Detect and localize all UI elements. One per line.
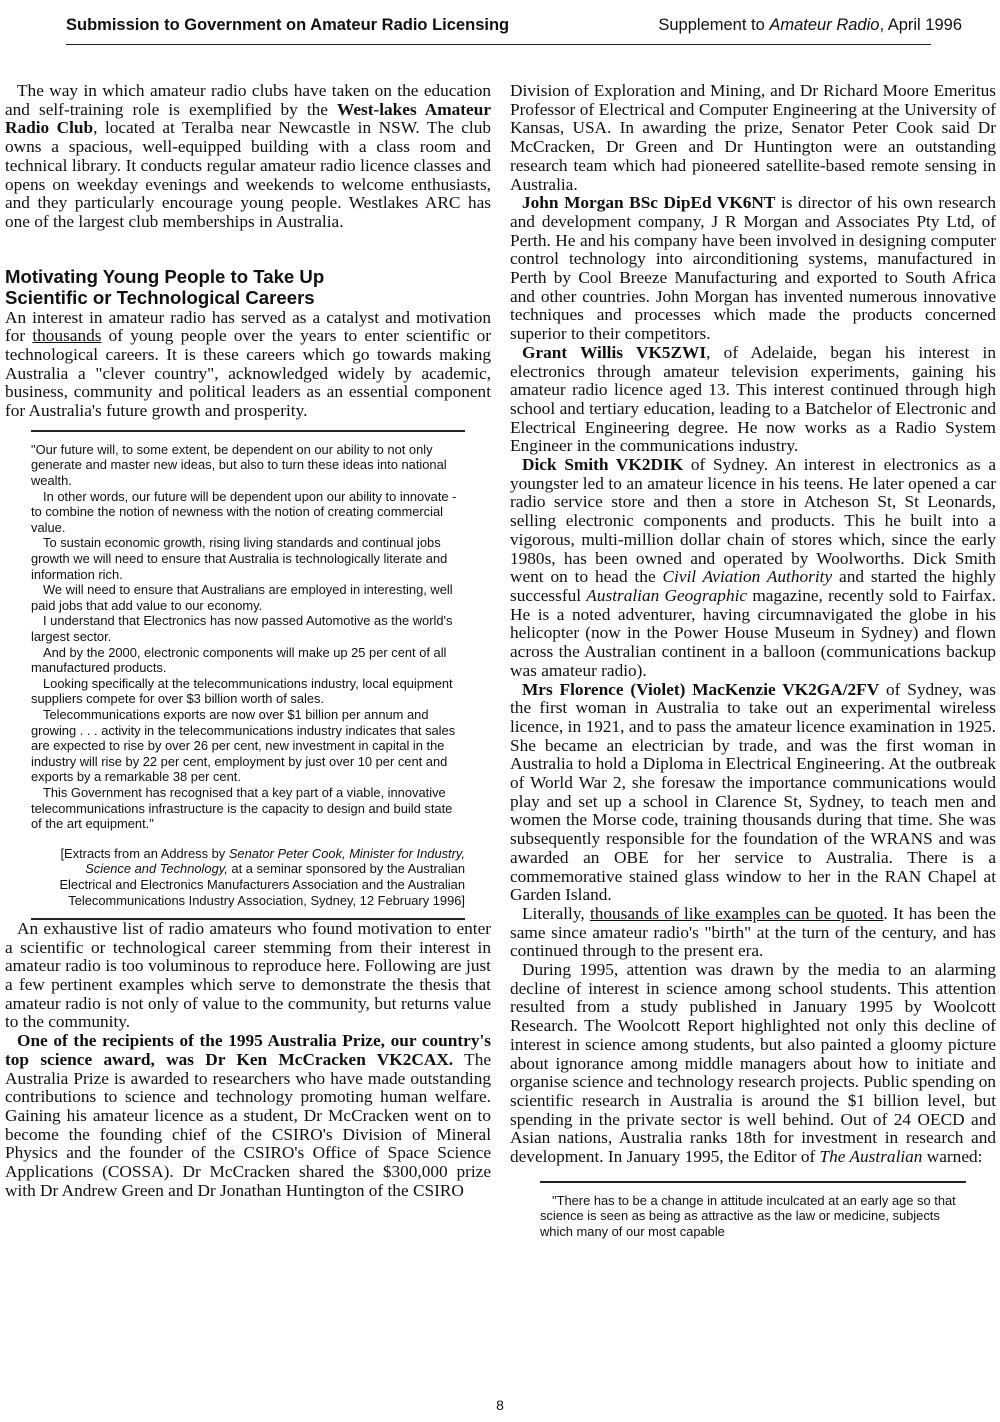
attribution-speaker: Senator Peter Cook, Minister for Industry, Science and Technology, [85, 845, 465, 877]
right-column [510, 82, 996, 1240]
header-publication-name: Amateur Radio [769, 16, 880, 34]
mackenzie-paragraph [510, 681, 996, 905]
motivating-paragraph [5, 309, 491, 421]
smith-name: Dick Smith VK2DIK [522, 455, 684, 475]
motivating-text-b: of young people over the years to enter scientific or technological careers. It is these careers which go towards making Australia a "clever country", acknowledged widely by academic, business, community and political leaders as an essential component for Australia's future growth and prosperity. [5, 326, 491, 421]
quote-paragraph: "Our future will, to some extent, be dependent on our ability to not only generate and master new ideas, but also to turn these ideas into national wealth. [31, 441, 447, 489]
header-title: Submission to Government on Amateur Radio Licensing [66, 16, 510, 34]
quote-paragraph: This Government has recognised that a key part of a viable, innovative telecommunications infrastructure is the capacity to design and build state of the art equipment." [31, 784, 453, 832]
header-publication [658, 16, 962, 35]
morgan-name: John Morgan BSc DipEd VK6NT [522, 193, 776, 213]
literally-underlined: thousands of like examples can be quoted [589, 903, 884, 923]
quote-attribution [31, 846, 465, 909]
literally-text-a: Literally, [522, 903, 590, 923]
running-header [38, 10, 962, 40]
exhaustive-paragraph: An exhaustive list of radio amateurs who found motivation to enter a scientific or technological career stemming from their interest in amateur radio is too voluminous to reproduce here. Following are just a few pertinent examples which serve to demonstrate the thesis that amateur radio is not only of value to the community, but returns value to the community. [5, 918, 491, 1032]
quote-paragraph: Looking specifically at the telecommunications industry, local equipment suppliers compete for over $3 billion worth of sales. [31, 675, 453, 707]
motivating-underlined: thousands [32, 326, 102, 346]
smith-paragraph [510, 456, 996, 680]
during-italic: The Australian [819, 1147, 923, 1167]
during-1995-paragraph [510, 961, 996, 1167]
smith-italic-b: Australian Geographic [586, 585, 748, 605]
mackenzie-name: Mrs Florence (Violet) MacKenzie VK2GA/2FV [522, 679, 880, 699]
left-column [5, 82, 491, 1200]
during-text-b: warned: [922, 1147, 983, 1167]
westlakes-text-b: , located at Teralba near Newcastle in NSW. The club owns a spacious, well-equipped building with a class room and technical library. It conducts regular amateur radio licence classes and opens on weekday evenings and weekends to welcome enthusiasts, and they particularly encourage young people. Westlakes ARC has one of the largest club memberships in Australia. [5, 118, 492, 231]
attribution-text-b: at a seminar sponsored by the Australian Electrical and Electronics Manufacturers Association and the Australian Telecommunications Industry Association, Sydney, 12 February 1996] [59, 861, 465, 909]
smith-text-b: and started the highly successful [510, 567, 996, 605]
morgan-text: is director of his own research and development company, J R Morgan and Associates Pty Ltd, of Perth. He and his company have been involved in designing computer control technology into airconditioning systems, manufactured in Perth by Cool Breeze Manufacturing and exported to South Africa and other countries. John Morgan has invented numerous innovative techniques and processes which made the products concerned superior to their competitors. [510, 193, 996, 344]
mccracken-continuation: Division of Exploration and Mining, and Dr Richard Moore Emeritus Professor of Electrical and Computer Engineering at the University of Kansas, USA. In awarding the prize, Senator Peter Cook said Dr McCracken, Dr Green and Dr Huntington were an outstanding research team which had pioneered satellite-based remote sensing in Australia. [510, 81, 996, 194]
attribution-text-a: [Extracts from an Address by [60, 845, 229, 861]
morgan-paragraph [510, 194, 996, 344]
mccracken-lead: One of the recipients of the 1995 Australia Prize, our country's top science award, was Dr Ken McCracken VK2CAX. [5, 1031, 491, 1069]
westlakes-paragraph [5, 82, 491, 232]
quote-paragraph: I understand that Electronics has now passed Automotive as the world's largest sector. [31, 613, 453, 644]
mackenzie-text: of Sydney, was the first woman in Australia to take out an experimental wireless licence, in 1921, and to pass the amateur licence examination in 1925. She became an electrician by trade, and was the first woman in Australia to hold a Diploma in Electrical Engineering. At the outbreak of World War 2, she foresaw the importance communications would play and set up a school in Clarence St, Sydney, to teach men and women the Morse code, training thousands during that time. She was subsequently responsible for the foundation of the WRANS and was awarded an OBE for her service to Australia. There is a commemorative stained glass window to her in the RAN Chapel at Garden Island. [510, 679, 996, 905]
editor-quote-text: "There has to be a change in attitude inculcated at an early age so that science is seen as being as attractive as the law or medicine, subjects which many of our most capable [540, 1192, 956, 1239]
literally-paragraph [510, 905, 996, 961]
westlakes-text-a: The way in which amateur radio clubs have taken on the education and self-training role is exemplified by the [5, 81, 491, 119]
mccracken-paragraph [5, 1032, 491, 1200]
section-heading-line-1: Motivating Young People to Take Up [5, 265, 325, 287]
motivating-text-a: An interest in amateur radio has served as a catalyst and motivation for [5, 307, 491, 346]
smith-italic-a: Civil Aviation Authority [662, 567, 833, 587]
literally-text-b: . It has been the same since amateur radio's "birth" at the turn of the century, and has continued through to the present era. [510, 903, 996, 961]
page-number: 8 [496, 1397, 504, 1413]
willis-paragraph [510, 344, 996, 456]
section-heading [5, 266, 491, 308]
quote-paragraph: We will need to ensure that Australians are employed in interesting, well paid jobs that add value to our economy. [31, 582, 453, 613]
smith-text-a: of Sydney. An interest in electronics as a youngster led to an amateur licence in his teens. He later opened a car radio service store and then a store in Atcheson St, St Leonards, selling electronic components and products. This he built into a vigorous, multi-million dollar chain of stores which, since the early 1980s, has been owned and operated by Woolworths. Dick Smith went on to head the [510, 455, 996, 587]
willis-name: Grant Willis VK5ZWI [522, 342, 707, 362]
quote-paragraph: To sustain economic growth, rising living standards and continual jobs growth we will need to ensure that Australia is technologically literate and information rich. [31, 535, 448, 582]
willis-text: , of Adelaide, began his interest in electronics through amateur television experiments, gaining his amateur radio licence aged 13. This interest continued through high school and tertiary education, leading to a Batchelor of Electronic and Electrical Engineering degree. He now works as a Radio System Engineer in the communications industry. [510, 342, 996, 456]
minister-quote-box [31, 430, 465, 920]
editor-quote-box [540, 1181, 966, 1240]
during-text-a: During 1995, attention was drawn by the media to an alarming decline of interest in science among school students. This attention resulted from a study published in January 1995 by Woolcott Research. The Woolcott Report highlighted not only this decline of interest in science among students, but also painted a gloomy picture about ignorance among middle managers about how to initiate and organise science and technology research projects. Public spending on scientific research in Australia is around the $1 billion level, but spending in the private sector is well behind. Out of 24 OECD and Asian nations, Australia ranks 18th for investment in research and development. In January 1995, the Editor of [510, 960, 996, 1167]
header-publication-prefix: Supplement to [658, 16, 770, 34]
section-heading-line-2: Scientific or Technological Careers [5, 286, 315, 308]
smith-text-c: magazine, recently sold to Fairfax. He is a noted adventurer, having circumnavigated the globe in his helicopter (now in the Power House Museum in Sydney) and flown across the Australian continent in a balloon (communications backup was amateur radio). [510, 585, 996, 680]
header-publication-date: , April 1996 [879, 16, 962, 34]
quote-paragraph: Telecommunications exports are now over $1 billion per annum and growing . . . activity in the telecommunications industry indicates that sales are expected to rise by over 26 per cent, new investment in capital in the industry will rise by 22 per cent, employment by just over 10 per cent and exports by a remarkable 38 per cent. [31, 706, 456, 785]
quote-paragraph: And by the 2000, electronic components will make up 25 per cent of all manufactured products. [31, 644, 447, 676]
westlakes-club-name: West-lakes Amateur Radio Club [5, 99, 491, 138]
quote-paragraph: In other words, our future will be dependent upon our ability to innovate - to combine the notion of newness with the notion of creating commercial value. [31, 488, 457, 535]
mccracken-text: The Australia Prize is awarded to researchers who have made outstanding contributions to science and technology promoting human welfare. Gaining his amateur licence as a student, Dr McCracken went on to become the founding chief of the CSIRO's Division of Mineral Physics and the founder of the CSIRO's Office of Space Science Applications (COSSA). Dr McCracken shared the $300,000 prize with Dr Andrew Green and Dr Jonathan Huntington of the CSIRO [5, 1049, 492, 1200]
header-rule [66, 44, 931, 45]
